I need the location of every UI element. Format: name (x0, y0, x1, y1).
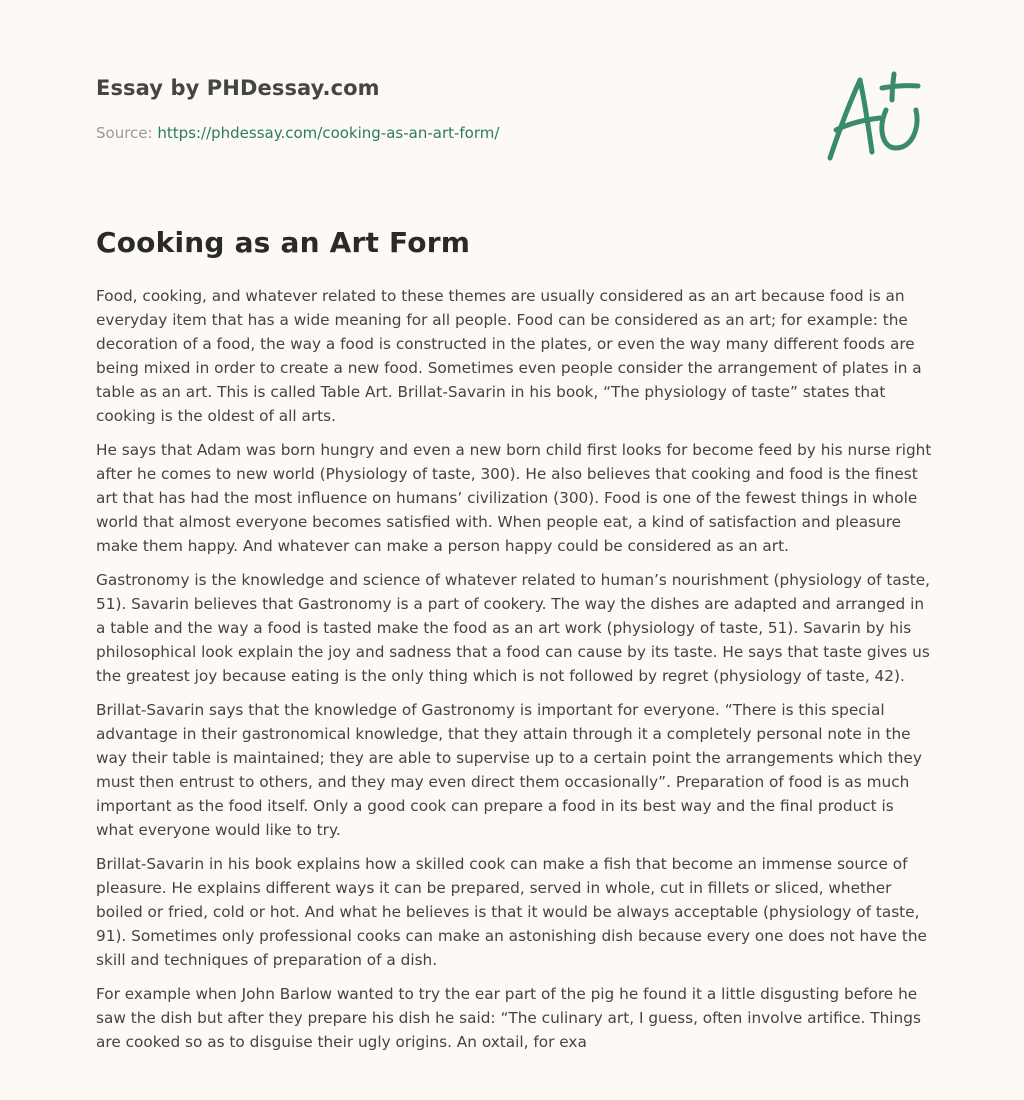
logo-a-left-stroke (830, 80, 860, 158)
essay-paragraph: Brillat-Savarin in his book explains how a skilled cook can make a fish that become an immense source of pleasure. He explains different ways it can be prepared, served in whole, cut in fillets or sliced, whether boiled or fried, cold or hot. And what he believes is that it would be always acceptable (physiology of taste, 91). Sometimes only professional cooks can make an astonishing dish because every one does not have the skill and techniques of preparation of a dish. (96, 855, 927, 969)
essay-paragraph: Brillat-Savarin says that the knowledge of Gastronomy is important for everyone. “There is this special advantage in their gastronomical knowledge, that they attain through it a completely personal note in the way their table is maintained; they are able to supervise up to a certain point the arrangements which they must then entrust to others, and they may even direct them occasionally”. Preparation of food is as much important as the food itself. Only a good cook can prepare a food in its best way and the final product is what everyone would like to try. (96, 701, 922, 839)
essay-body (96, 284, 932, 1064)
source-label: Source: (96, 124, 153, 142)
a-plus-logo-icon (822, 68, 930, 166)
source-link[interactable]: https://phdessay.com/cooking-as-an-art-form/ (157, 124, 500, 142)
source-line (96, 124, 499, 142)
essay-paragraph: Gastronomy is the knowledge and science of whatever related to human’s nourishment (physiology of taste, 51). Savarin believes that Gastronomy is a part of cookery. The way the dishes are adapted and arranged in a table and the way a food is tasted make the food as an art work (physiology of taste, 51). Savarin by his philosophical look explain the joy and sadness that a food can cause by its taste. He says that taste gives us the greatest joy because eating is the only thing which is not followed by regret (physiology of taste, 42). (96, 571, 930, 685)
essay-title: Cooking as an Art Form (96, 226, 471, 259)
essay-paragraph: For example when John Barlow wanted to try the ear part of the pig he found it a little disgusting before he saw the dish but after they prepare his dish he said: “The culinary art, I guess, often involve artifice. Things are cooked so as to disguise their ugly origins. An oxtail, for exa (96, 985, 921, 1051)
essay-paragraph: Food, cooking, and whatever related to these themes are usually considered as an art because food is an everyday item that has a wide meaning for all people. Food can be considered as an art; for example: the decoration of a food, the way a food is constructed in the plates, or even the way many different foods are being mixed in order to create a new food. Sometimes even people consider the arrangement of plates in a table as an art. This is called Table Art. Brillat-Savarin in his book, “The physiology of taste” states that cooking is the oldest of all arts. (96, 287, 922, 425)
site-brand: Essay by PHDessay.com (96, 76, 380, 100)
logo-swoosh (882, 110, 917, 148)
logo-a-right-stroke (860, 80, 872, 152)
logo-plus-horizontal (882, 86, 918, 88)
essay-paragraph: He says that Adam was born hungry and even a new born child first looks for become feed by his nurse right after he comes to new world (Physiology of taste, 300). He also believes that cooking and food is the finest art that has had the most influence on humans’ civilization (300). Food is one of the fewest things in whole world that almost everyone becomes satisfied with. When people eat, a kind of satisfaction and pleasure make them happy. And whatever can make a person happy could be considered as an art. (96, 441, 932, 555)
